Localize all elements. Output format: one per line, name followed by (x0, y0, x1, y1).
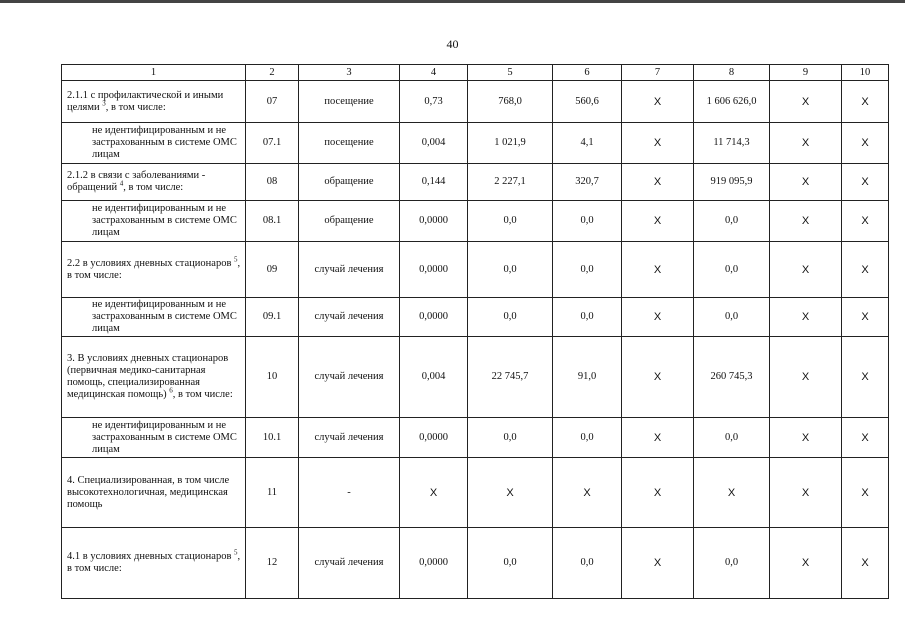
row-name: 2.1.2 в связи с заболеваниями - обращений $^4$, в том числе: (62, 164, 246, 201)
row-c6: 0,0 (553, 242, 622, 298)
row-c5: 22 745,7 (468, 337, 553, 418)
header-cell-4: 4 (400, 65, 468, 81)
row-c7: X (622, 242, 694, 298)
header-cell-1: 1 (62, 65, 246, 81)
row-c4: 0,0000 (400, 418, 468, 458)
row-code: 07.1 (246, 123, 299, 164)
row-c10: X (842, 337, 889, 418)
row-code: 10.1 (246, 418, 299, 458)
header-cell-7: 7 (622, 65, 694, 81)
row-c6: 0,0 (553, 298, 622, 337)
row-c5: 768,0 (468, 81, 553, 123)
row-c9: X (770, 458, 842, 528)
row-code: 12 (246, 528, 299, 599)
row-unit: обращение (299, 201, 400, 242)
row-c6: 0,0 (553, 201, 622, 242)
row-c7: X (622, 298, 694, 337)
table-row (62, 123, 889, 164)
row-c8: 919 095,9 (694, 164, 770, 201)
row-c6: 4,1 (553, 123, 622, 164)
row-unit: случай лечения (299, 242, 400, 298)
row-c9: X (770, 528, 842, 599)
row-name: не идентифицированным и не застрахованным в системе ОМС лицам (62, 298, 246, 337)
footnote-mark: 4 (119, 179, 124, 188)
table-row (62, 201, 889, 242)
row-c10: X (842, 123, 889, 164)
table-row (62, 242, 889, 298)
row-c8: 0,0 (694, 418, 770, 458)
row-c9: X (770, 337, 842, 418)
row-c5: 0,0 (468, 298, 553, 337)
row-c9: X (770, 81, 842, 123)
row-c8: X (694, 458, 770, 528)
row-unit: случай лечения (299, 298, 400, 337)
page-number: 40 (446, 37, 459, 51)
row-c10: X (842, 81, 889, 123)
row-unit: случай лечения (299, 528, 400, 599)
row-c4: 0,144 (400, 164, 468, 201)
row-code: 10 (246, 337, 299, 418)
row-c8: 11 714,3 (694, 123, 770, 164)
footnote-mark: 3 (102, 99, 106, 107)
table-row (62, 337, 889, 418)
row-c8: 0,0 (694, 528, 770, 599)
row-c10: X (842, 458, 889, 528)
header-row (62, 65, 889, 81)
row-c5: 1 021,9 (468, 123, 553, 164)
header-cell-3: 3 (299, 65, 400, 81)
row-c6: 0,0 (553, 528, 622, 599)
row-c7: X (622, 337, 694, 418)
row-c10: X (842, 242, 889, 298)
scan-edge (0, 0, 905, 3)
header-cell-9: 9 (770, 65, 842, 81)
row-c4: 0,0000 (400, 242, 468, 298)
row-name: 4.1 в условиях дневных стационаров $^5$, в том числе: (62, 528, 246, 599)
row-unit: обращение (299, 164, 400, 201)
row-c8: 260 745,3 (694, 337, 770, 418)
table-row (62, 298, 889, 337)
row-c4: 0,0000 (400, 528, 468, 599)
row-c5: 0,0 (468, 242, 553, 298)
header-cell-6: 6 (553, 65, 622, 81)
row-c7: X (622, 81, 694, 123)
row-c9: X (770, 123, 842, 164)
row-c6: X (553, 458, 622, 528)
row-c4: 0,73 (400, 81, 468, 123)
row-c7: X (622, 123, 694, 164)
row-c7: X (622, 458, 694, 528)
data-table (61, 64, 889, 599)
row-c5: 2 227,1 (468, 164, 553, 201)
row-code: 09 (246, 242, 299, 298)
row-c9: X (770, 242, 842, 298)
row-c10: X (842, 528, 889, 599)
row-c6: 91,0 (553, 337, 622, 418)
row-name: не идентифицированным и не застрахованным в системе ОМС лицам (62, 123, 246, 164)
row-c7: X (622, 201, 694, 242)
row-c5: X (468, 458, 553, 528)
table-row (62, 528, 889, 599)
row-unit: посещение (299, 123, 400, 164)
row-unit: случай лечения (299, 418, 400, 458)
row-code: 07 (246, 81, 299, 123)
header-cell-5: 5 (468, 65, 553, 81)
row-c9: X (770, 418, 842, 458)
footnote-mark: 6 (169, 386, 173, 395)
row-c6: 320,7 (553, 164, 622, 201)
row-code: 08.1 (246, 201, 299, 242)
header-cell-10: 10 (842, 65, 889, 81)
row-c5: 0,0 (468, 201, 553, 242)
table-row (62, 418, 889, 458)
row-c9: X (770, 298, 842, 337)
row-unit: посещение (299, 81, 400, 123)
footnote-mark: 5 (234, 548, 238, 557)
row-c5: 0,0 (468, 528, 553, 599)
row-c8: 0,0 (694, 201, 770, 242)
row-c4: 0,0000 (400, 298, 468, 337)
footnote-mark: 5 (234, 255, 238, 263)
row-c4: 0,004 (400, 337, 468, 418)
row-c8: 1 606 626,0 (694, 81, 770, 123)
row-c6: 0,0 (553, 418, 622, 458)
row-c4: 0,004 (400, 123, 468, 164)
row-c10: X (842, 418, 889, 458)
row-c7: X (622, 164, 694, 201)
row-name: не идентифицированным и не застрахованным в системе ОМС лицам (62, 201, 246, 242)
row-name: 4. Специализированная, в том числе высокотехнологичная, медицинская помощь (62, 458, 246, 528)
row-c8: 0,0 (694, 242, 770, 298)
row-name: не идентифицированным и не застрахованным в системе ОМС лицам (62, 418, 246, 458)
row-name: 2.1.1 с профилактической и иными целями $^3$, в том числе: (62, 81, 246, 123)
row-c8: 0,0 (694, 298, 770, 337)
header-cell-2: 2 (246, 65, 299, 81)
row-c5: 0,0 (468, 418, 553, 458)
table-row (62, 164, 889, 201)
row-name: 2.2 в условиях дневных стационаров $^5$, в том числе: (62, 242, 246, 298)
row-code: 11 (246, 458, 299, 528)
row-c7: X (622, 418, 694, 458)
row-c7: X (622, 528, 694, 599)
table-row (62, 81, 889, 123)
row-code: 08 (246, 164, 299, 201)
row-code: 09.1 (246, 298, 299, 337)
row-c6: 560,6 (553, 81, 622, 123)
row-c9: X (770, 201, 842, 242)
row-c4: 0,0000 (400, 201, 468, 242)
row-c10: X (842, 298, 889, 337)
row-name: 3. В условиях дневных стационаров (первичная медико-санитарная помощь, специализированная медицинская помощь) $^6$, в том числе: (62, 337, 246, 418)
row-c9: X (770, 164, 842, 201)
row-unit: - (299, 458, 400, 528)
table-row (62, 458, 889, 528)
row-c10: X (842, 201, 889, 242)
row-unit: случай лечения (299, 337, 400, 418)
row-c4: X (400, 458, 468, 528)
row-c10: X (842, 164, 889, 201)
header-cell-8: 8 (694, 65, 770, 81)
